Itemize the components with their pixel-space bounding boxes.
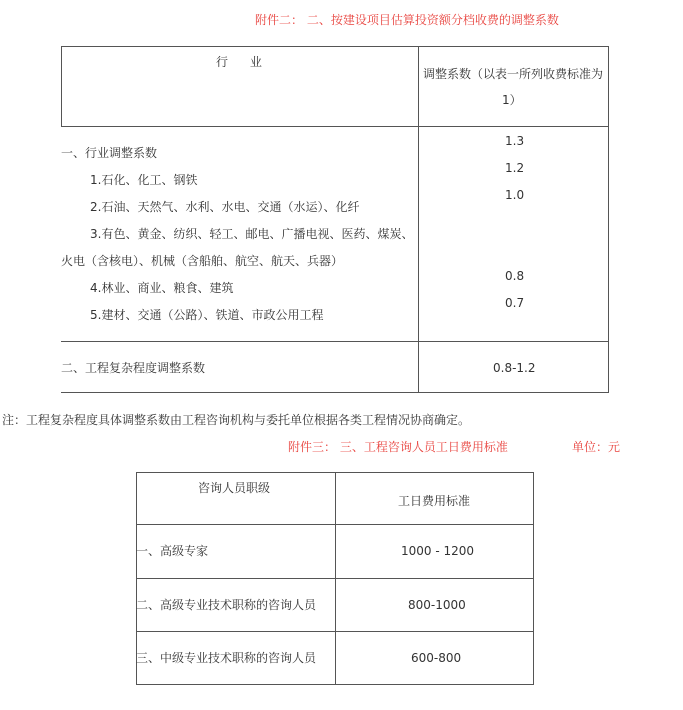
daily-fee-value: 600-800 [411, 651, 462, 665]
header-coefficient-line1: 调整系数（以表一所列收费标准为 [423, 67, 604, 81]
daily-fee-value: 800-1000 [408, 598, 466, 612]
table-column-divider [335, 472, 336, 685]
annex3-title: 附件三： 三、工程咨询人员工日费用标准 [288, 440, 508, 454]
staff-level-label: 一、高级专家 [136, 544, 209, 558]
coefficient-value: 0.7 [505, 296, 525, 310]
table-border [533, 472, 534, 685]
coefficient-value: 1.3 [505, 134, 525, 148]
annex2-note: 注：工程复杂程度具体调整系数由工程咨询机构与委托单位根据各类工程情况协商确定。 [2, 413, 471, 427]
table-border [61, 392, 609, 393]
industry-item: 5.建材、交通（公路）、铁道、市政公用工程 [90, 308, 324, 322]
industry-item-continued: 火电（含核电）、机械（含船舶、航空、航天、兵器） [61, 254, 344, 268]
industry-heading: 一、行业调整系数 [61, 146, 158, 160]
annex3-unit: 单位：元 [572, 440, 621, 454]
industry-item: 2.石油、天然气、水利、水电、交通（水运）、化纤 [90, 200, 360, 214]
header-staff-level: 咨询人员职级 [198, 481, 271, 495]
daily-fee-value: 1000 - 1200 [401, 544, 475, 558]
complexity-value: 0.8-1.2 [493, 361, 536, 375]
header-daily-fee: 工日费用标准 [398, 494, 471, 508]
staff-level-label: 二、高级专业技术职称的咨询人员 [136, 598, 317, 612]
coefficient-value: 0.8 [505, 269, 525, 283]
table-divider [61, 341, 609, 342]
table-column-divider [418, 46, 419, 392]
table-divider [61, 126, 609, 127]
header-industry: 行 业 [216, 55, 262, 69]
header-coefficient-line2: 1） [502, 93, 522, 107]
industry-item: 4.林业、商业、粮食、建筑 [90, 281, 234, 295]
complexity-label: 二、工程复杂程度调整系数 [61, 361, 206, 375]
industry-item: 1.石化、化工、钢铁 [90, 173, 198, 187]
annex2-title: 附件二： 二、按建设项目估算投资额分档收费的调整系数 [255, 13, 559, 27]
industry-item: 3.有色、黄金、纺织、轻工、邮电、广播电视、医药、煤炭、 [90, 227, 414, 241]
table-border [61, 46, 609, 47]
table-border [61, 46, 62, 126]
staff-level-label: 三、中级专业技术职称的咨询人员 [136, 651, 317, 665]
coefficient-value: 1.2 [505, 161, 525, 175]
coefficient-value: 1.0 [505, 188, 525, 202]
table-border [608, 46, 609, 392]
